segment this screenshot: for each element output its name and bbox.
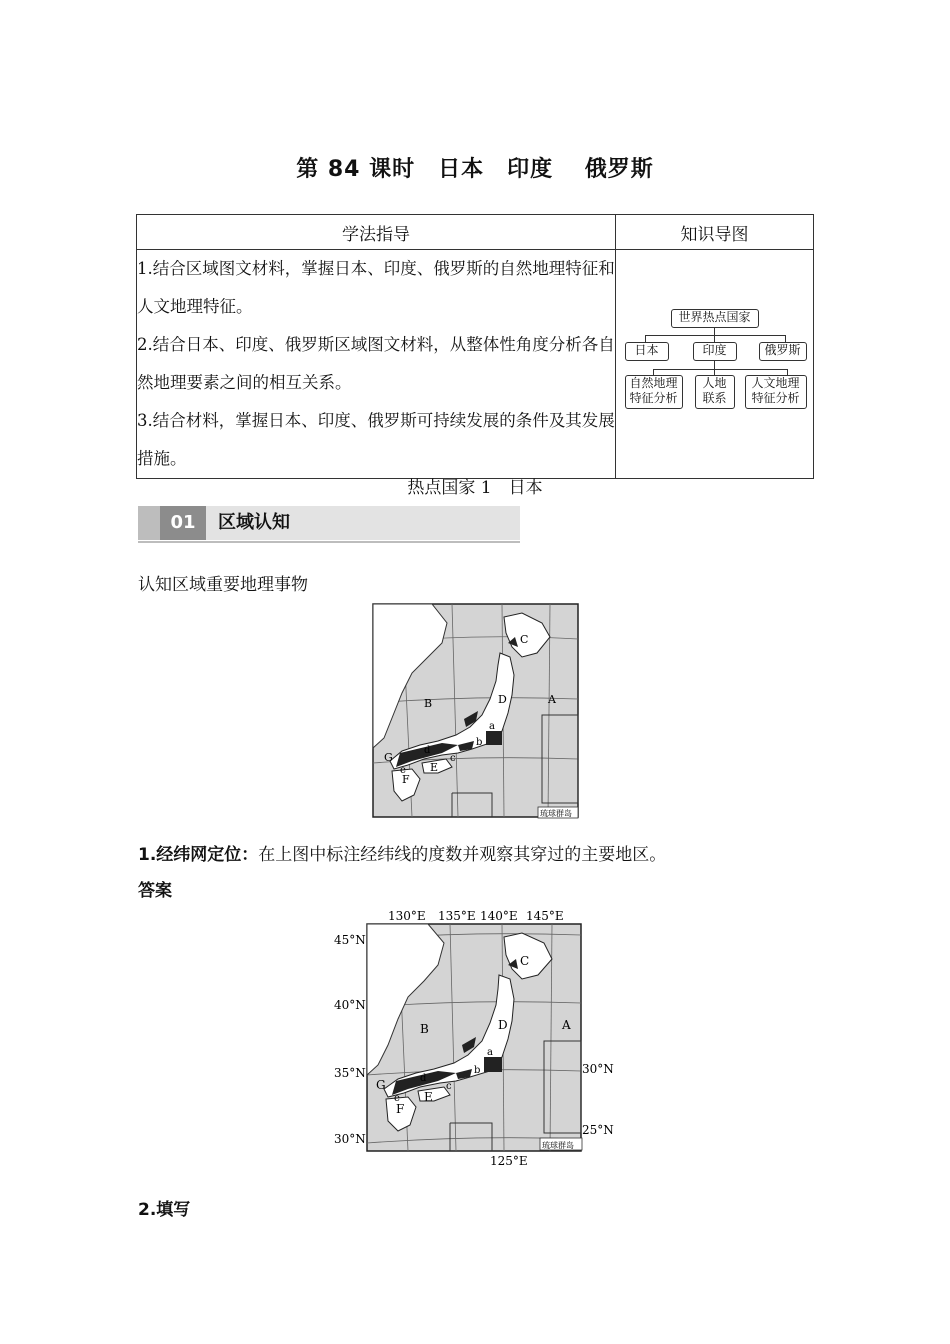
label-d: d: [424, 745, 431, 756]
answer-label: 答案: [138, 881, 172, 901]
answer-label-e: e: [394, 1093, 400, 1104]
question-1-label: 1.经纬网定位：: [138, 845, 259, 865]
label-e: e: [400, 765, 406, 776]
section-number: 01: [160, 506, 206, 540]
mindmap: [625, 309, 805, 419]
mindmap-india: 印度: [693, 342, 737, 361]
japan-map: [372, 603, 580, 819]
question-2: 2.填写: [138, 1200, 191, 1220]
section-label: 区域认知: [218, 512, 290, 533]
header-study-method: 学法指导: [137, 215, 616, 250]
subtitle-japan: 热点国家 1 日本: [407, 478, 543, 498]
mindmap-russia: 俄罗斯: [759, 342, 807, 361]
mindmap-cell: [616, 250, 814, 479]
lon-130: 130°E: [388, 909, 426, 923]
question-1-text: 在上图中标注经纬线的度数并观察其穿过的主要地区。: [258, 845, 667, 865]
question-1: [138, 840, 666, 865]
lat-30: 30°N: [334, 1132, 366, 1146]
header-knowledge-map: 知识导图: [616, 215, 814, 250]
inset-label: 琉球群岛: [540, 809, 572, 818]
mindmap-human: 人文地理 特征分析: [745, 375, 807, 409]
answer-label-d: d: [420, 1073, 427, 1084]
label-a: a: [489, 721, 495, 732]
answer-label-C: C: [520, 954, 530, 968]
label-E: E: [430, 761, 439, 774]
mindmap-japan: 日本: [625, 342, 669, 361]
lon-140: 140°E: [480, 909, 518, 923]
label-D: D: [498, 693, 507, 706]
lon-145: 145°E: [526, 909, 564, 923]
mindmap-human-land: 人地 联系: [695, 375, 735, 409]
answer-label-A: A: [562, 1018, 571, 1032]
label-B: B: [424, 697, 433, 710]
guide-item-1: 1.结合区域图文材料，掌握日本、印度、俄罗斯的自然地理特征和人文地理特征。: [137, 259, 615, 316]
guide-list: [137, 250, 616, 479]
answer-label-E: E: [424, 1090, 433, 1104]
lat-45: 45°N: [334, 933, 366, 947]
answer-label-a: a: [487, 1047, 493, 1058]
lon-135: 135°E: [438, 909, 476, 923]
answer-label-G: G: [376, 1078, 386, 1092]
answer-label-c: c: [446, 1081, 452, 1092]
intro-text: 认知区域重要地理事物: [138, 575, 308, 595]
section-header: [138, 506, 520, 540]
answer-label-B: B: [420, 1022, 429, 1036]
lon-125: 125°E: [490, 1154, 528, 1168]
label-C: C: [520, 633, 529, 646]
page-title: 第 84 课时 日本 印度 俄罗斯: [296, 157, 654, 182]
guide-item-3: 3.结合材料，掌握日本、印度、俄罗斯可持续发展的条件及其发展措施。: [137, 411, 615, 468]
lat-25-right: 25°N: [582, 1123, 614, 1137]
guide-table: [136, 214, 814, 479]
label-c: c: [450, 753, 456, 764]
answer-inset-label: 琉球群岛: [542, 1141, 574, 1150]
guide-item-2: 2.结合日本、印度、俄罗斯区域图文材料，从整体性角度分析各自然地理要素之间的相互关系。: [137, 335, 615, 392]
label-b: b: [476, 737, 483, 748]
label-F: F: [402, 773, 410, 786]
label-A: A: [548, 693, 556, 706]
japan-map-answer: [330, 907, 620, 1169]
mindmap-natural: 自然地理 特征分析: [625, 375, 683, 409]
lat-35: 35°N: [334, 1066, 366, 1080]
lat-30-right: 30°N: [582, 1062, 614, 1076]
answer-label-b: b: [474, 1065, 481, 1076]
mindmap-root: 世界热点国家: [671, 309, 759, 328]
label-G: G: [384, 751, 393, 764]
lat-40: 40°N: [334, 998, 366, 1012]
answer-label-D: D: [498, 1018, 508, 1032]
answer-label-F: F: [396, 1102, 405, 1116]
